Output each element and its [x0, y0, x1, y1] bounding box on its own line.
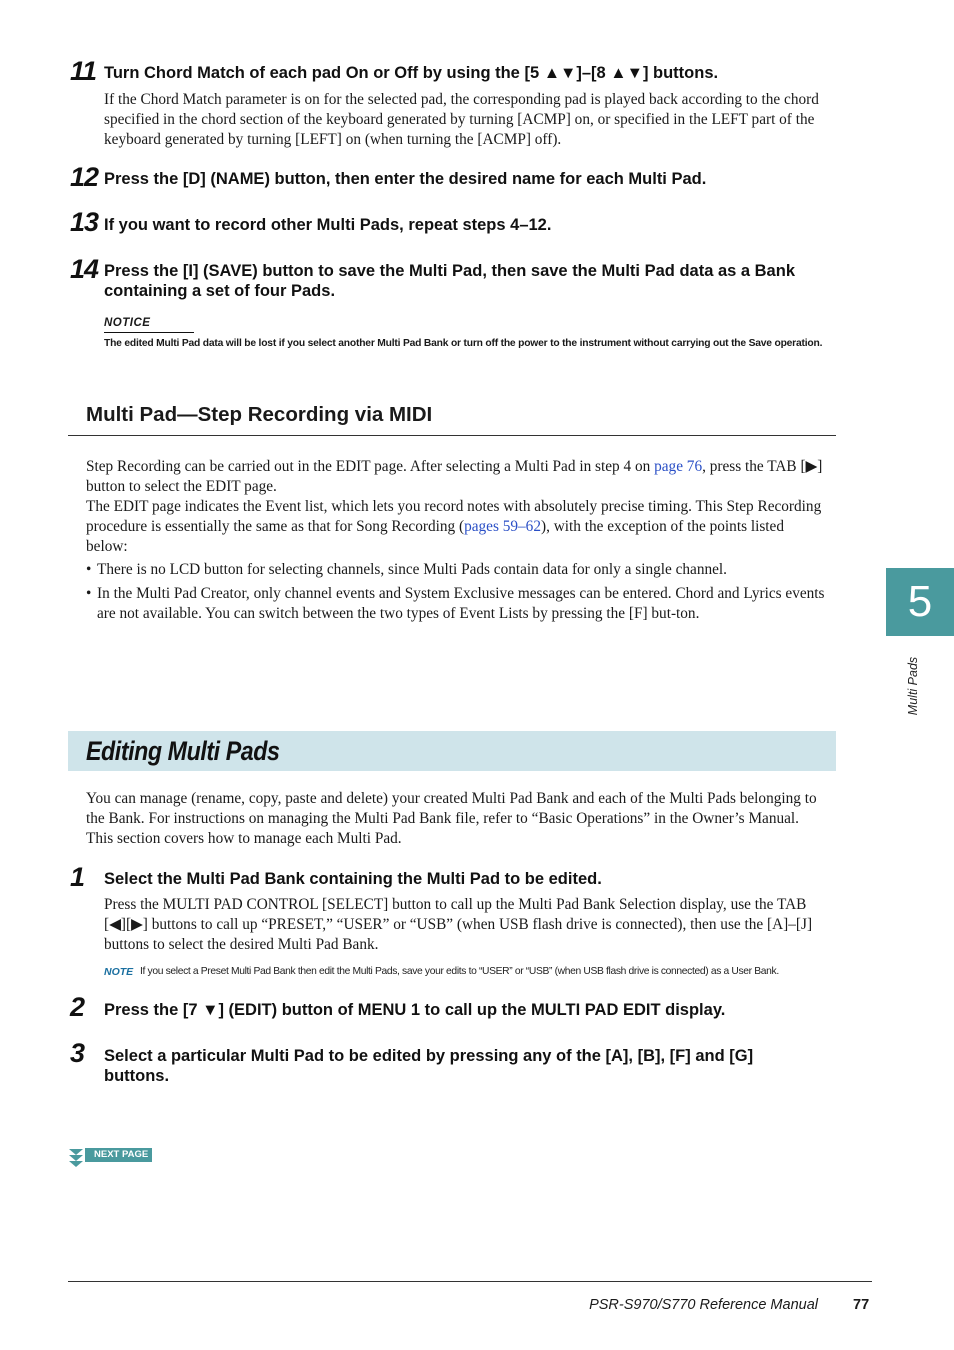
chevron-down-icon	[68, 1148, 84, 1170]
footer-divider	[68, 1281, 872, 1282]
midi-paragraph-1	[86, 457, 826, 497]
step-number: 14	[70, 254, 99, 284]
step-heading: Press the [I] (SAVE) button to save the Multi Pad, then save the Multi Pad data as a Bank containing a set of four Pads.	[104, 262, 795, 300]
notice-text: The edited Multi Pad data will be lost if you select another Multi Pad Bank or turn off the power to the instrument without carrying out the Save operation.	[104, 338, 823, 349]
page-number: 77	[853, 1297, 870, 1313]
section-intro: You can manage (rename, copy, paste and delete) your created Multi Pad Bank and each of the Multi Pads belonging to the Bank. For instructions on managing the Multi Pad Bank file, refer to “Basic Operations” in the Owner’s Manual. This section covers how to manage each Multi Pad.	[86, 790, 817, 847]
section-title: Editing Multi Pads	[86, 736, 280, 766]
subsection-divider	[68, 435, 836, 436]
notice-label: NOTICE	[104, 316, 194, 333]
note-label: NOTE	[104, 966, 134, 978]
text: , press the TAB [▶] button to select the EDIT page.	[86, 458, 823, 495]
chapter-title: Multi Pads	[906, 656, 920, 716]
chapter-tab: 5	[886, 568, 954, 636]
step-number: 1	[70, 862, 85, 892]
step-number: 13	[70, 207, 99, 237]
pages-link[interactable]: pages 59–62	[464, 518, 541, 535]
list-item	[86, 584, 831, 624]
bullet-icon: •	[86, 561, 92, 578]
step-body: Press the MULTI PAD CONTROL [SELECT] button to call up the Multi Pad Bank Selection display, use the TAB [◀][▶] buttons to call up “PRESET,” “USER” or “USB” (when USB flash drive is connected), then use the [A]–[J] buttons to select the desired Multi Pad Bank.	[104, 896, 813, 953]
text: The EDIT page indicates the Event list, which lets you record notes with absolutely precise timing. This Step Recording procedure is essentially the same as that for Song Recording (	[86, 498, 822, 535]
step-number: 2	[70, 992, 85, 1022]
step-heading: Press the [7 ▼] (EDIT) button of MENU 1 to call up the MULTI PAD EDIT display.	[104, 1001, 726, 1019]
step-number: 12	[70, 162, 99, 192]
text: Step Recording can be carried out in the EDIT page. After selecting a Multi Pad in step 4 on	[86, 458, 655, 475]
next-page-label: NEXT PAGE	[85, 1148, 152, 1162]
subsection-title: Multi Pad—Step Recording via MIDI	[86, 403, 433, 426]
step-heading: Select a particular Multi Pad to be edited by pressing any of the [A], [B], [F] and [G] buttons.	[104, 1047, 754, 1085]
midi-paragraph-2	[86, 497, 826, 557]
step-heading: Turn Chord Match of each pad On or Off by using the [5 ▲▼]–[8 ▲▼] buttons.	[104, 64, 719, 82]
step-heading: Press the [D] (NAME) button, then enter the desired name for each Multi Pad.	[104, 170, 707, 188]
step-number: 11	[70, 56, 97, 86]
list-item-text: There is no LCD button for selecting channels, since Multi Pads contain data for only a single channel.	[97, 561, 727, 578]
note-text: If you select a Preset Multi Pad Bank then edit the Multi Pads, save your edits to “USER” or “USB” (when USB flash drive is connected) as a User Bank.	[140, 966, 779, 977]
text: ), with the exception of the points listed below:	[86, 518, 784, 555]
manual-title: PSR-S970/S770 Reference Manual	[589, 1297, 818, 1313]
step-heading: Select the Multi Pad Bank containing the Multi Pad to be edited.	[104, 870, 602, 888]
list-item	[86, 560, 831, 580]
list-item-text: In the Multi Pad Creator, only channel events and System Exclusive messages can be entered. Chord and Lyrics events are not available. You can switch between the two types of Event Lists by pressing the [F] but-ton.	[97, 585, 825, 622]
page-link[interactable]: page 76	[654, 458, 703, 475]
step-heading: If you want to record other Multi Pads, repeat steps 4–12.	[104, 216, 552, 234]
step-number: 3	[70, 1038, 85, 1068]
step-body: If the Chord Match parameter is on for the selected pad, the corresponding pad is played back according to the chord specified in the chord section of the keyboard generated by turning [ACMP] on, or specified in the LEFT part of the keyboard generated by turning [LEFT] on (when turning the [ACMP] off).	[104, 91, 819, 148]
bullet-icon: •	[86, 585, 92, 602]
